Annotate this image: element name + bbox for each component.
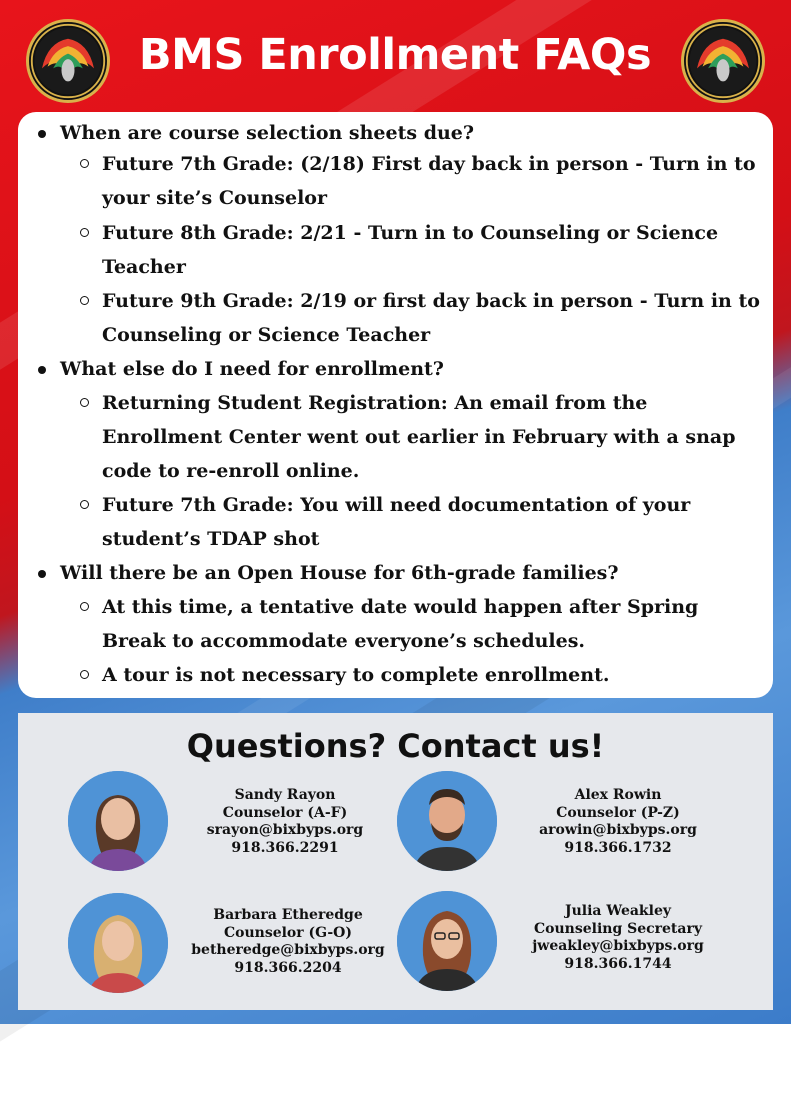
contact-email[interactable]: jweakley@bixbyps.org xyxy=(532,938,704,954)
contact-role: Counselor (A-F) xyxy=(222,804,348,821)
faq-question: Will there be an Open House for 6th-grade families? xyxy=(60,562,619,584)
contact-heading: Questions? Contact us! xyxy=(186,727,605,765)
faq-answer: Future 8th Grade: 2/21 - Turn in to Counseling or Science Teacher xyxy=(102,216,762,284)
contact-phone[interactable]: 918.366.1744 xyxy=(564,955,672,972)
contact-role: Counselor (P-Z) xyxy=(556,804,680,821)
contact-info xyxy=(178,907,398,977)
faq-answer: Future 9th Grade: 2/19 or first day back in person - Turn in to Counseling or Science Teacher xyxy=(102,284,762,352)
contact-name: Alex Rowin xyxy=(574,787,662,803)
school-logo-icon xyxy=(681,19,765,103)
contact-email[interactable]: srayon@bixbyps.org xyxy=(206,822,364,838)
contact-info xyxy=(175,787,395,857)
contact-role: Counseling Secretary xyxy=(534,920,702,937)
contact-phone[interactable]: 918.366.2291 xyxy=(231,839,339,856)
contact-name: Sandy Rayon xyxy=(234,787,336,803)
contact-name: Barbara Etheredge xyxy=(213,907,363,923)
faq-answer: Returning Student Registration: An email from the Enrollment Center went out earlier in February with a snap code to re-enroll online. xyxy=(102,386,762,488)
avatar xyxy=(397,771,497,871)
page-title: BMS Enrollment FAQs xyxy=(138,30,652,80)
contact-name: Julia Weakley xyxy=(564,903,671,919)
contact-phone[interactable]: 918.366.2204 xyxy=(234,959,342,976)
contact-email[interactable]: arowin@bixbyps.org xyxy=(539,822,697,838)
contact-phone[interactable]: 918.366.1732 xyxy=(564,839,672,856)
avatar xyxy=(397,891,497,991)
faq-question: What else do I need for enrollment? xyxy=(60,358,444,380)
faq-question: When are course selection sheets due? xyxy=(60,122,475,144)
faq-answer: At this time, a tentative date would happen after Spring Break to accommodate everyone’s schedules. xyxy=(102,590,762,658)
contact-panel xyxy=(18,713,773,1010)
avatar xyxy=(68,893,168,993)
school-logo-icon xyxy=(26,19,110,103)
avatar xyxy=(68,771,168,871)
faq-answer: A tour is not necessary to complete enrollment. xyxy=(102,658,762,692)
contact-role: Counselor (G-O) xyxy=(223,924,352,941)
faq-card xyxy=(18,112,773,698)
contact-email[interactable]: betheredge@bixbyps.org xyxy=(191,942,385,958)
contact-info xyxy=(508,903,728,973)
header xyxy=(0,0,791,110)
contact-info xyxy=(508,787,728,857)
faq-answer: Future 7th Grade: You will need documentation of your student’s TDAP shot xyxy=(102,488,762,556)
faq-answer: Future 7th Grade: (2/18) First day back in person - Turn in to your site’s Counselor xyxy=(102,147,762,215)
